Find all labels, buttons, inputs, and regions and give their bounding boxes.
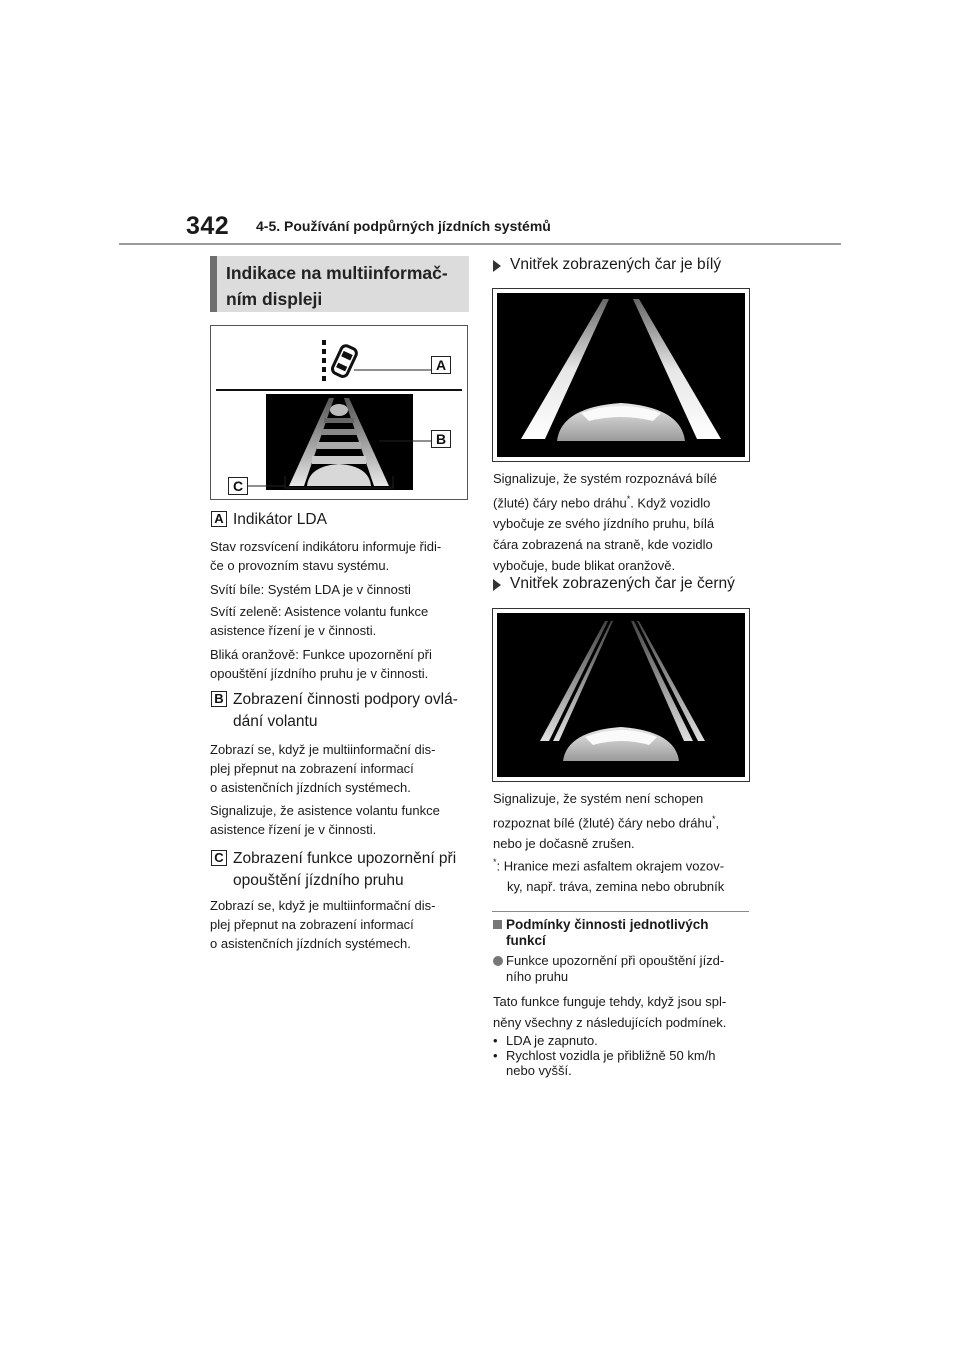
text-line: Signalizuje, že systém rozpoznává bílé — [493, 471, 718, 486]
item-b-badge: B — [211, 691, 227, 707]
text-span: . Když vozidlo — [630, 495, 711, 511]
text-line: dání volantu — [233, 713, 318, 730]
text-line: če o provozním stavu systému. — [210, 558, 390, 573]
square-bullet-icon — [493, 920, 502, 929]
conditions-subheading — [506, 953, 724, 985]
white-lines-heading: Vnitřek zobrazených čar je bílý — [510, 256, 722, 273]
item-c-badge: C — [211, 850, 227, 866]
item-b-text-1 — [210, 740, 435, 797]
text-line: ního pruhu — [506, 969, 569, 984]
white-lines-illustration — [493, 289, 749, 461]
text-line: plej přepnut na zobrazení informací — [210, 761, 414, 776]
text-line: o asistenčních jízdních systémech. — [210, 936, 411, 951]
list-item-text: LDA je zapnuto. — [506, 1033, 598, 1048]
text-span: : Hranice mezi asfaltem okrajem vozov- — [496, 858, 725, 874]
lda-display-illustration — [211, 326, 467, 499]
black-lines-illustration — [493, 609, 749, 781]
page-number: 342 — [186, 212, 230, 240]
white-lines-figure — [492, 288, 750, 462]
black-lines-figure — [492, 608, 750, 782]
conditions-list — [493, 1033, 716, 1078]
text-line: Signalizuje, že asistence volantu funkce — [210, 803, 440, 818]
text-line: vybočuje, bude blikat oranžově. — [493, 558, 676, 574]
text-line: asistence řízení je v činnosti. — [210, 623, 377, 638]
lda-display-figure — [210, 325, 468, 500]
text-line: Stav rozsvícení indikátoru informuje řidi- — [210, 539, 442, 554]
item-a-text-2: Svítí bíle: Systém LDA je v činnosti — [210, 582, 411, 597]
footnote-mark: * — [711, 814, 716, 824]
section-heading-line1: Indikace na multiinformač- — [226, 263, 448, 283]
text-line: ky, např. tráva, zemina nebo obrubník — [507, 879, 725, 895]
text-line: plej přepnut na zobrazení informací — [210, 917, 414, 932]
text-line: Signalizuje, že systém není schopen — [493, 791, 704, 806]
text-line: Zobrazí se, když je multiinformační dis- — [210, 898, 436, 913]
figure-label-b: B — [431, 430, 451, 448]
text-line — [493, 489, 717, 513]
white-lines-text — [493, 468, 717, 576]
text-line: Bliká oranžově: Funkce upozornění při — [210, 647, 432, 662]
black-lines-text — [493, 788, 719, 854]
item-a-badge: A — [211, 511, 227, 527]
section-heading-line2: ním displeji — [226, 289, 323, 309]
text-line: Svítí zeleně: Asistence volantu funkce — [210, 604, 429, 619]
black-lines-heading: Vnitřek zobrazených čar je černý — [510, 575, 735, 592]
item-c-title — [233, 848, 456, 892]
item-a-text-4 — [210, 645, 432, 683]
list-item — [493, 1033, 716, 1048]
lda-indicator-icon — [324, 340, 358, 381]
text-line: Zobrazení funkce upozornění při — [233, 850, 457, 867]
text-line — [493, 809, 719, 833]
text-line: vybočuje ze svého jízdního pruhu, bílá — [493, 516, 715, 532]
item-b-title — [233, 689, 458, 733]
text-line: Zobrazí se, když je multiinformační dis- — [210, 742, 436, 757]
text-line: Funkce upozornění při opouštění jízd- — [506, 953, 725, 968]
bullet: • — [493, 1048, 498, 1063]
section-heading — [210, 256, 469, 312]
triangle-bullet-icon — [493, 260, 501, 272]
text-line: opouštění jízdního pruhu je v činnosti. — [210, 666, 429, 681]
footnote-mark: * — [626, 494, 631, 504]
chapter-title: 4-5. Používání podpůrných jízdních systémů — [256, 218, 551, 234]
text-line: Zobrazení činnosti podpory ovlá- — [233, 691, 458, 708]
text-line: o asistenčních jízdních systémech. — [210, 780, 411, 795]
item-b-text-2 — [210, 801, 440, 839]
bullet: • — [493, 1033, 498, 1048]
item-c-text-1 — [210, 896, 435, 953]
footnote — [493, 852, 724, 897]
text-line: Tato funkce funguje tehdy, když jsou spl- — [493, 994, 727, 1009]
text-span: rozpoznat bílé (žluté) čáry nebo dráhu — [493, 815, 712, 831]
text-line — [493, 852, 724, 876]
conditions-text — [493, 991, 726, 1033]
text-span: , — [715, 815, 720, 831]
section-divider — [492, 911, 749, 912]
conditions-heading — [506, 917, 709, 949]
circle-bullet-icon — [493, 956, 503, 966]
figure-label-c: C — [228, 477, 248, 495]
text-line: nebo je dočasně zrušen. — [493, 836, 635, 852]
text-line: čára zobrazená na straně, kde vozidlo — [493, 537, 713, 553]
triangle-bullet-icon — [493, 579, 501, 591]
text-line: asistence řízení je v činnosti. — [210, 822, 377, 837]
figure-label-a: A — [431, 356, 451, 374]
list-item — [493, 1048, 716, 1063]
footnote-mark: * — [493, 857, 497, 867]
list-item-text: nebo vyšší. — [506, 1063, 572, 1078]
item-a-text-1 — [210, 537, 441, 575]
text-line: opouštění jízdního pruhu — [233, 872, 404, 889]
text-span: (žluté) čáry nebo dráhu — [493, 495, 627, 511]
text-line: něny všechny z následujících podmínek. — [493, 1015, 727, 1030]
text-line: Podmínky činnosti jednotlivých — [506, 917, 709, 932]
header-rule — [119, 243, 841, 245]
text-line: funkcí — [506, 933, 546, 948]
item-a-text-3 — [210, 602, 428, 640]
item-a-title: Indikátor LDA — [233, 511, 327, 528]
list-item-text: Rychlost vozidla je přibližně 50 km/h — [506, 1048, 716, 1063]
